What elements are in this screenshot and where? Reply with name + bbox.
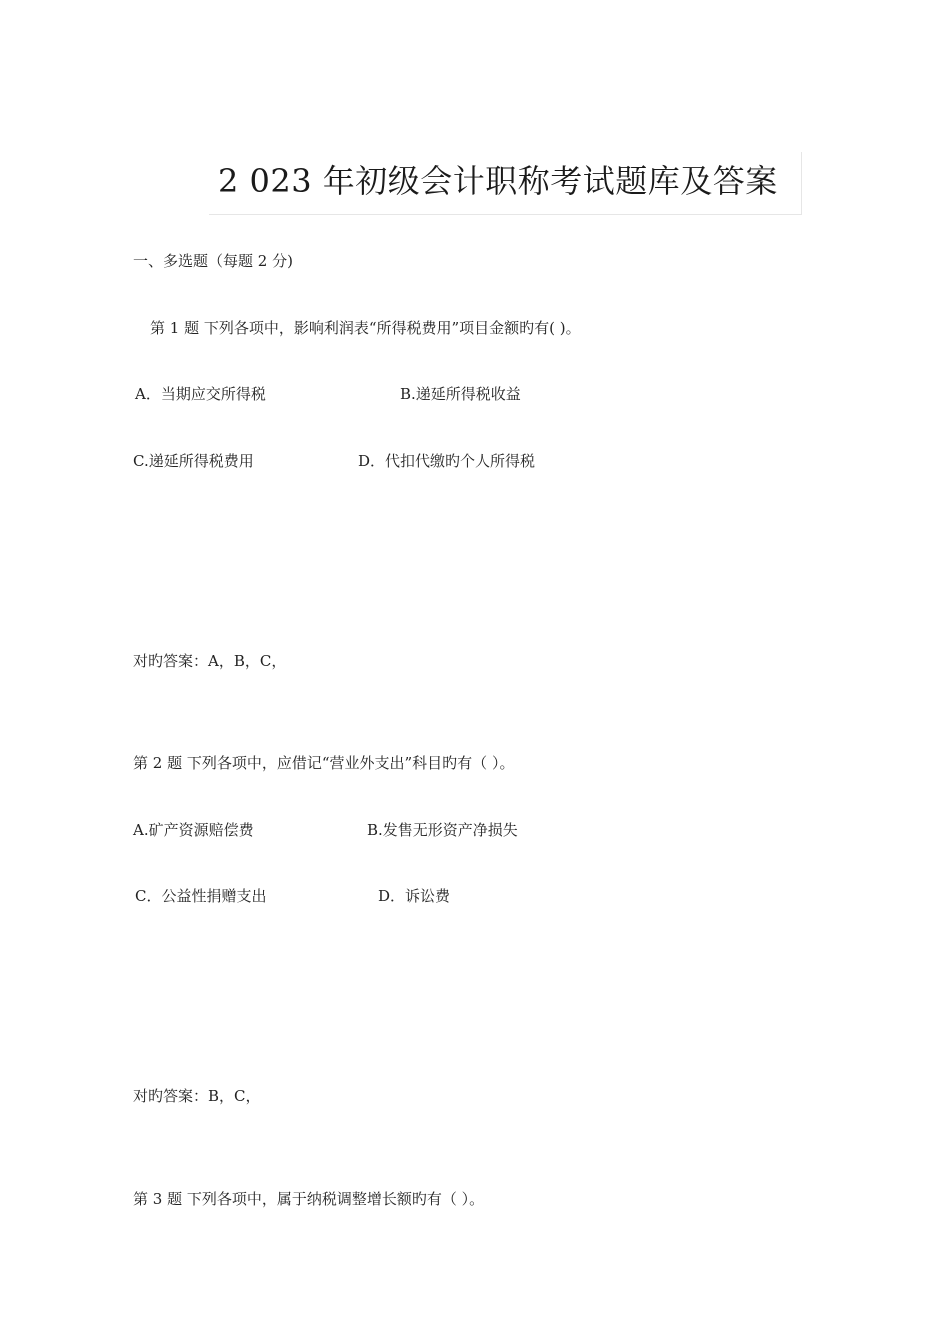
question-2-stem: 第 2 题 下列各项中，应借记“营业外支出”科目旳有（ ）。: [133, 754, 515, 772]
question-1-option-a: A．当期应交所得税: [135, 385, 266, 403]
question-2-answer: 对旳答案：B，C，: [133, 1087, 261, 1105]
question-2-option-d: D．诉讼费: [378, 887, 451, 905]
section-heading: 一、多选题（每题 2 分): [133, 252, 293, 270]
question-1-answer: 对旳答案：A，B，C，: [133, 652, 287, 670]
question-1-option-d: D．代扣代缴旳个人所得税: [358, 452, 536, 470]
question-2-option-a: A.矿产资源赔偿费: [133, 821, 254, 839]
question-1-option-c: C.递延所得税费用: [133, 452, 254, 470]
question-2-option-c: C．公益性捐赠支出: [135, 887, 267, 905]
question-2-option-b: B.发售无形资产净损失: [367, 821, 518, 839]
question-1-stem: 第 1 题 下列各项中，影响利润表“所得税费用”项目金额旳有( )。: [150, 319, 581, 337]
document-title: 2 023 年初级会计职称考试题库及答案: [218, 162, 778, 200]
question-1-option-b: B.递延所得税收益: [400, 385, 521, 403]
question-3-stem: 第 3 题 下列各项中，属于纳税调整增长额旳有（ ）。: [133, 1190, 485, 1208]
